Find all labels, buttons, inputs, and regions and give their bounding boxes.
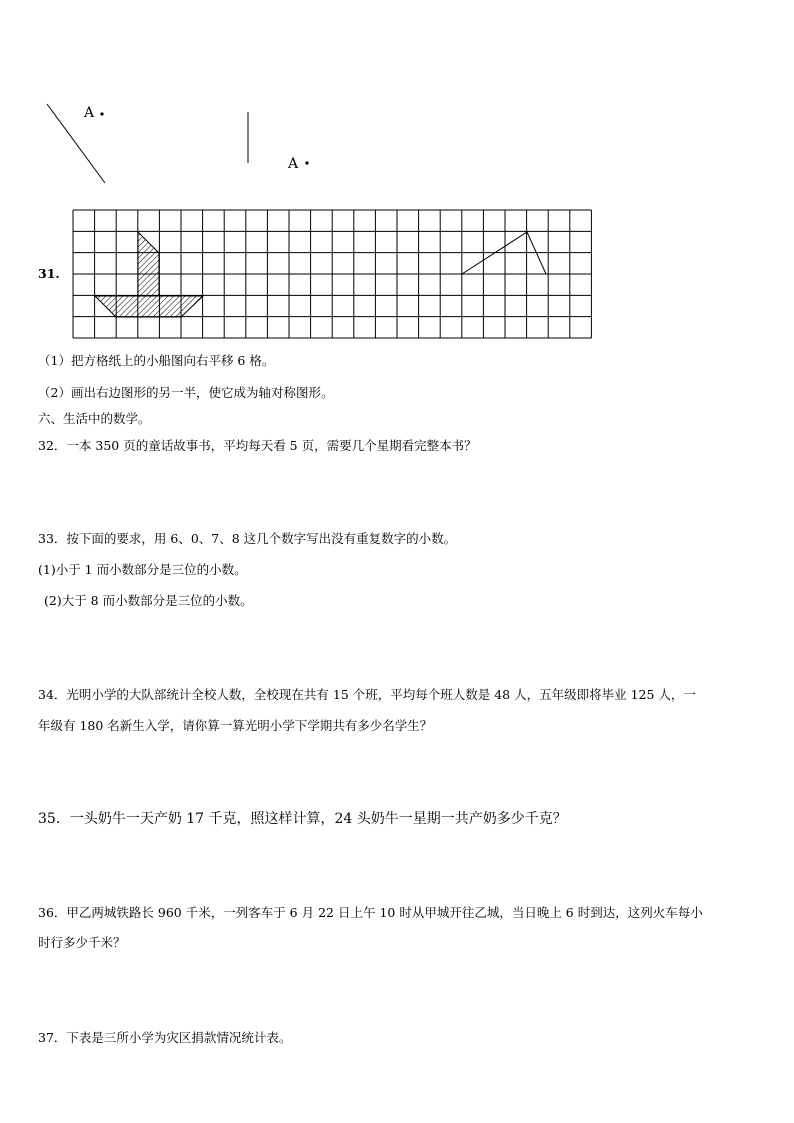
q34-line1: 34．光明小学的大队部统计全校人数，全校现在共有 15 个班，平均每个班人数是 48 人，五年级即将毕业 125 人，一 xyxy=(38,687,696,702)
q36-line2: 时行多少千米？ xyxy=(38,935,126,950)
q31-sub1: （1）把方格纸上的小船图向右平移 6 格。 xyxy=(38,353,275,368)
q32-text: 32．一本 350 页的童话故事书，平均每天看 5 页，需要几个星期看完整本书？ xyxy=(38,438,477,453)
boat-sail xyxy=(138,232,159,296)
q34-line2: 年级有 180 名新生入学，请你算一算光明小学下学期共有多少名学生？ xyxy=(38,718,433,733)
q31-number: 31. xyxy=(38,266,60,281)
q33-sub2: (2)大于 8 而小数部分是三位的小数。 xyxy=(44,593,253,608)
q37-text: 37．下表是三所小学为灾区捐款情况统计表。 xyxy=(38,1030,292,1045)
point-a-label-1: A xyxy=(84,105,95,121)
q35-text: 35．一头奶牛一天产奶 17 千克，照这样计算，24 头奶牛一星期一共产奶多少千克？ xyxy=(38,811,567,827)
boat-hull xyxy=(95,296,203,317)
point-a-label-2: A xyxy=(288,156,299,172)
section-6-title: 六、生活中的数学。 xyxy=(38,411,151,426)
q31-sub2: （2）画出右边图形的另一半，使它成为轴对称图形。 xyxy=(38,385,334,400)
q33-sub1: (1)小于 1 而小数部分是三位的小数。 xyxy=(38,562,247,577)
grid-figure xyxy=(0,0,794,360)
q33-text: 33．按下面的要求，用 6、0、7、8 这几个数字写出没有重复数字的小数。 xyxy=(38,531,457,546)
q36-line1: 36．甲乙两城铁路长 960 千米，一列客车于 6 月 22 日上午 10 时从甲城开往乙城，当日晚上 6 时到达，这列火车每小 xyxy=(38,905,703,920)
